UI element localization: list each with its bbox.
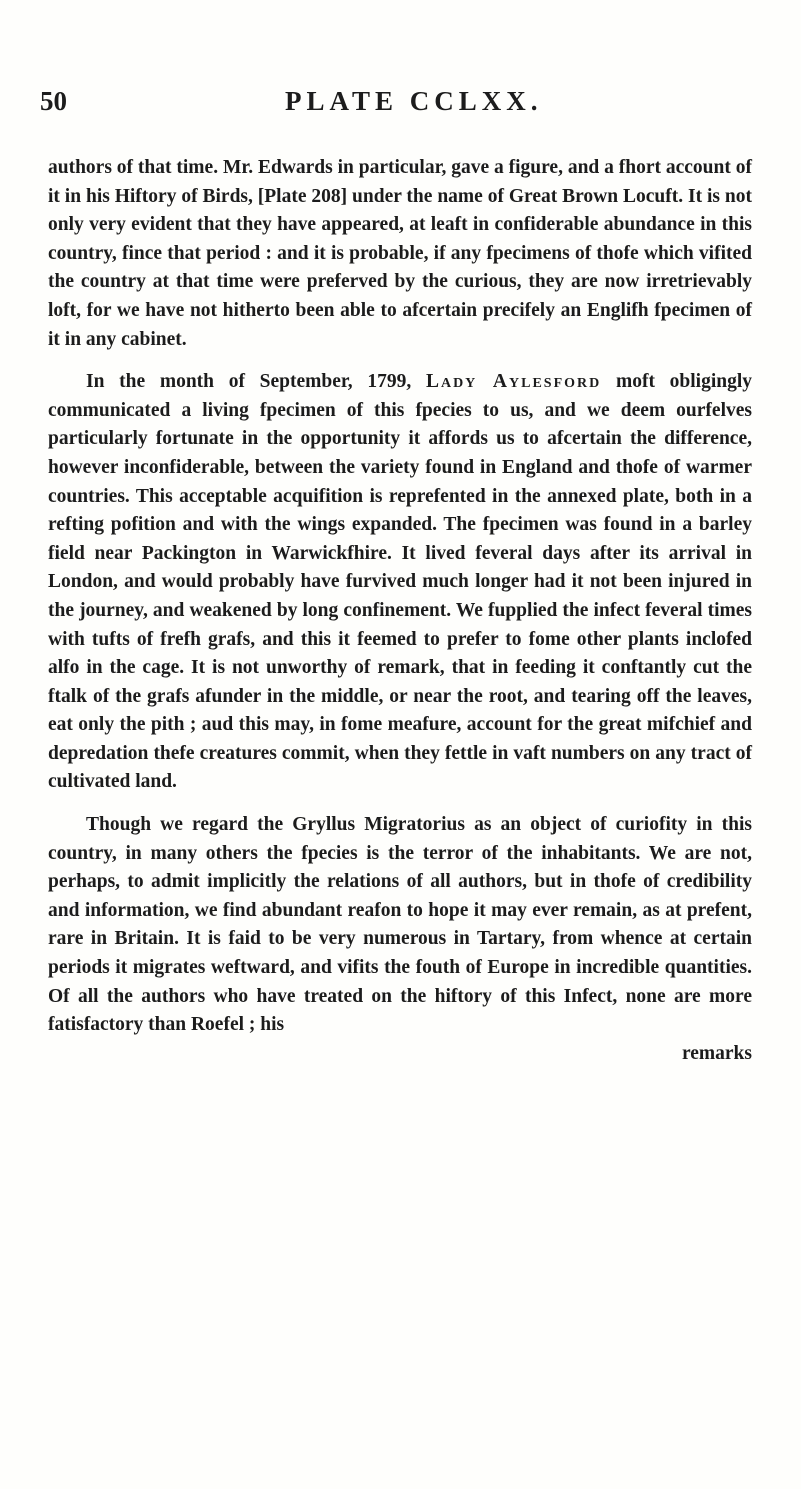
- paragraph-2-start: In the month of September, 1799,: [86, 371, 426, 393]
- catchword: remarks: [681, 1042, 752, 1064]
- running-head: PLATE CCLXX.: [285, 86, 543, 116]
- paragraph-2-rest: moft obligingly communicated a living fpecimen of this fpecies to us, and we deem ourfelves particularly fortunate in the opportunity it affords us to afcertain the difference, however inconfiderable, between the variety found in England and thofe of warmer countries. This acceptable acquifition is reprefented in the annexed plate, both in a refting pofition and with the wings expanded. The fpecimen was found in a barley field near Packington in Warwickfhire. It lived feveral days after its arrival in London, and would probably have furvived much longer had it not been injured in the journey, and weakened by long confinement. We fupplied the infect feveral times with tufts of frefh grafs, and this it feemed to prefer to fome other plants inclofed alfo in the cage. It is not unworthy of remark, that in feeding it conftantly cut the ftalk of the grafs afunder in the middle, or near the root, and tearing off the leaves, eat only the pith ; aud this may, in fome meafure, account for the great mifchief and depredation thefe creatures commit, when they fettle in vaft numbers on any tract of cultivated land.: [48, 371, 753, 793]
- lady-aylesford-name: Lady Aylesford: [425, 371, 602, 393]
- page-number: 50: [40, 86, 67, 116]
- body-text: [48, 154, 752, 1068]
- paragraph-2: [48, 368, 752, 797]
- paragraph-3: Though we regard the Gryllus Migratorius as an object of curiofity in this country, in many others the fpecies is the terror of the inhabitants. We are not, perhaps, to admit implicitly the relations of all authors, but in thofe of credibility and information, we find abundant reafon to hope it may ever remain, as at prefent, rare in Britain. It is faid to be very numerous in Tartary, from whence at certain periods it migrates weftward, and vifits the fouth of Europe in incredible quantities. Of all the authors who have treated on the hiftory of this Infect, none are more fatisfactory than Roefel ; his: [48, 814, 752, 1036]
- page-header: [40, 86, 760, 126]
- paragraph-1: authors of that time. Mr. Edwards in particular, gave a figure, and a fhort account of it in his Hiftory of Birds, [Plate 208] under the name of Great Brown Locuft. It is not only very evident that they have appeared, at leaft in confiderable abundance in this country, fince that period : and it is probable, if any fpecimens of thofe which vifited the country at that time were preferved by the curious, they are now irretrievably loft, for we have not hitherto been able to afcertain precifely an Englifh fpecimen of it in any cabinet.: [48, 157, 752, 350]
